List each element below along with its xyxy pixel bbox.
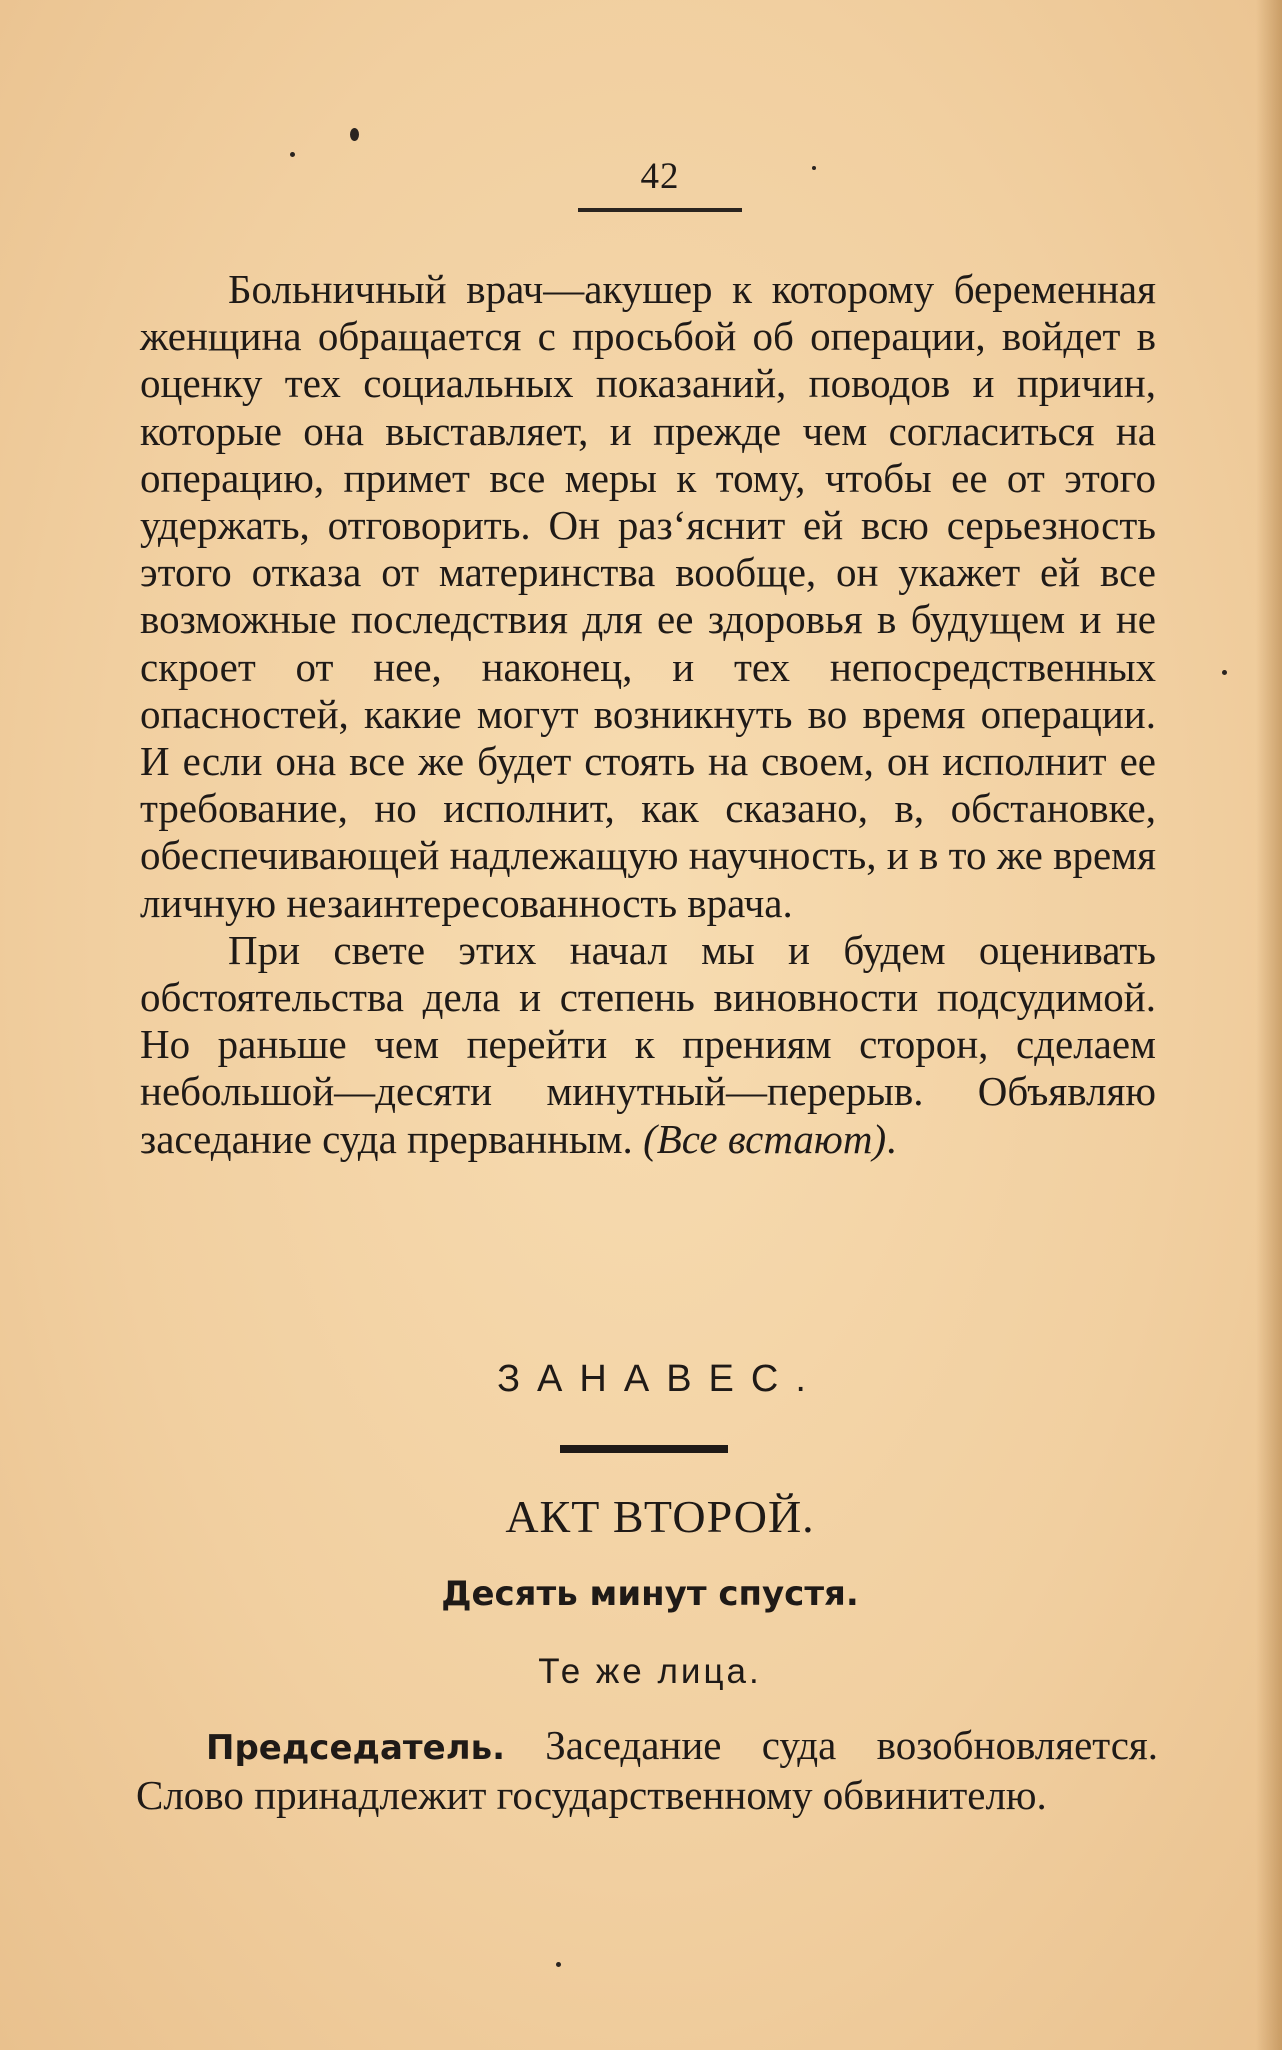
ink-speck — [350, 128, 359, 141]
act-subtitle: Десять минут спустя. — [441, 1574, 859, 1614]
act-title: АКТ ВТОРОЙ. — [505, 1491, 815, 1542]
paragraph-tail: . — [886, 1115, 897, 1162]
speech-block — [136, 1722, 1158, 1819]
page-edge-shadow — [1256, 0, 1282, 2050]
ink-speck — [290, 152, 295, 157]
main-text — [140, 266, 1156, 1163]
speaker-name: Председатель. — [206, 1728, 506, 1768]
speech-line — [136, 1722, 1158, 1819]
ink-speck — [556, 1962, 561, 1967]
paragraph: Больничный врач—акушер к которому беременная женщина обращается с просьбой об операции, войдет в оценку тех социальных показаний, поводов и причин, которые она выставляет, и прежде чем согласиться на операцию, примет все меры к тому, чтобы ее от этого удержать, отговорить. Он раз‘яснит ей всю серьезность этого отказа от материнства вообще, он укажет ей все возможные последствия для ее здоровья в будущем и не скроет от нее, наконец, и тех непосредственных опасностей, какие могут возникнуть во время операции. И если она все же будет стоять на своем, он исполнит ее требование, но исполнит, как сказано, в, обстановке, обеспечивающей надлежащую научность, и в то же время личную незаинтересованность врача. — [140, 266, 1156, 926]
paragraph — [140, 927, 1156, 1163]
ink-speck — [1222, 670, 1227, 675]
page-number-rule — [578, 208, 742, 212]
stage-direction: (Все встают) — [643, 1115, 887, 1162]
page-number: 42 — [640, 156, 680, 197]
act-divider — [560, 1445, 728, 1453]
speech-text: Заседание суда возобновляется. Слово принадлежит государственному обвинителю. — [136, 1722, 1159, 1818]
paragraph-text: При свете этих начал мы и будем оценивать обстоятельства дела и степень виновности подсудимой. Но раньше чем перейти к прениям сторон, сделаем небольшой—десяти минутный—перерыв. Объявляю заседание суда прерванным. — [140, 926, 1156, 1162]
curtain-label: ЗАНАВЕС. — [497, 1358, 823, 1400]
act-persons: Те же лица. — [538, 1652, 762, 1691]
ink-speck — [812, 166, 816, 170]
